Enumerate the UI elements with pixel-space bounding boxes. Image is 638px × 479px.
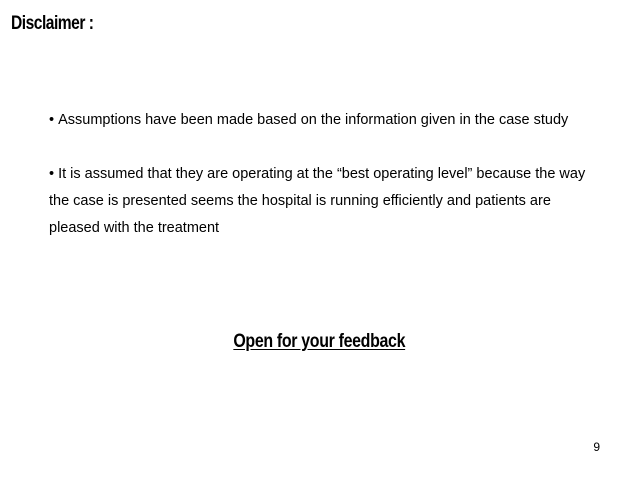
disclaimer-body (49, 107, 594, 242)
slide-title: Disclaimer : (11, 13, 94, 34)
paragraph-text: It is assumed that they are operating at the “best operating level” because the way the case is presented seems the hospital is running efficiently and patients are pleased with the treatment (49, 166, 586, 236)
bullet-paragraph (49, 161, 594, 242)
paragraph-text: Assumptions have been made based on the information given in the case study (58, 112, 569, 128)
page-number: 9 (593, 440, 600, 454)
bullet-icon: • (49, 112, 55, 128)
bullet-icon: • (49, 166, 55, 182)
feedback-text: Open for your feedback (233, 331, 405, 352)
feedback-heading (0, 331, 638, 353)
bullet-paragraph (49, 107, 594, 134)
